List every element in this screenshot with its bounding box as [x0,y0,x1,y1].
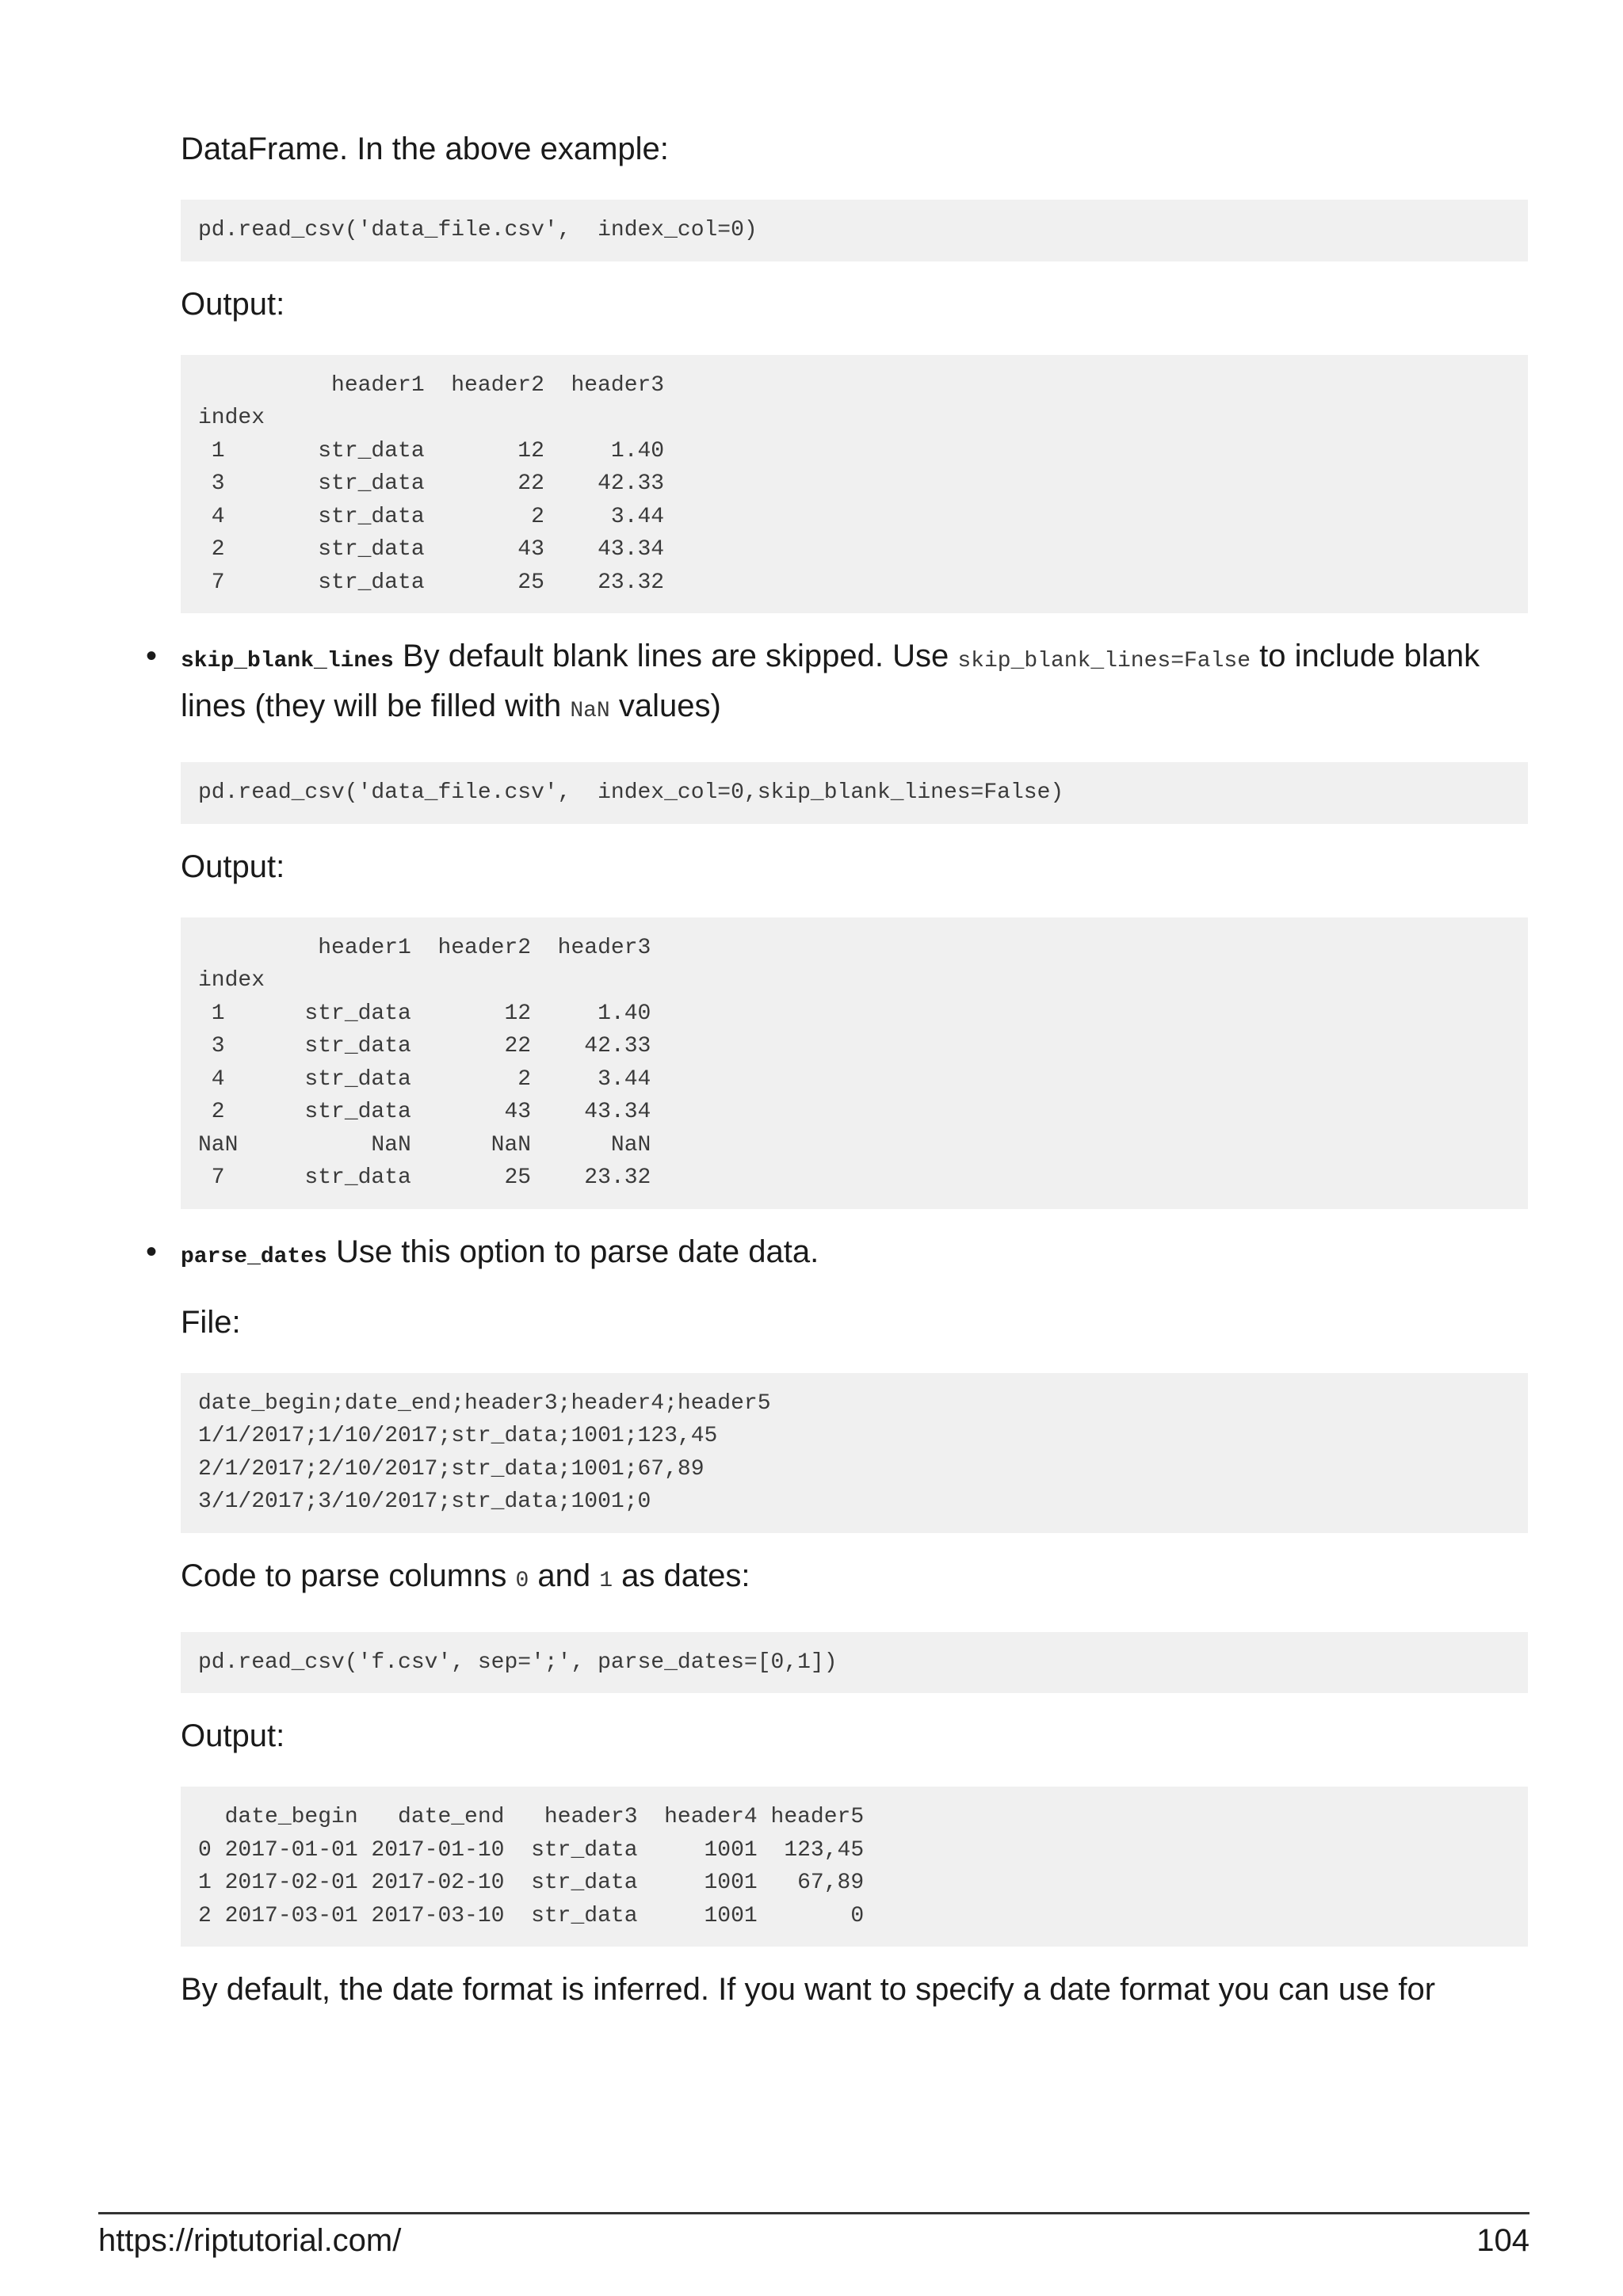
bullet-parse-dates [146,1230,1528,1280]
file-label: File: [181,1304,241,1340]
inline-code-skip-blank-lines-false: skip_blank_lines=False [957,649,1251,673]
page-content [146,127,1528,2012]
output-label: Output: [181,286,285,322]
output-label: Output: [181,1718,285,1753]
bullet-skip-blank-lines [146,634,1528,734]
bullet-text-parse-dates: Use this option to parse date data. [327,1234,819,1269]
output-block: header1 header2 header3 index 1 str_data 12 1.40 3 str_data 22 42.33 4 str_data 2 3.44 2 str_data 43 43.34 NaN NaN NaN NaN 7 str_data 25 23.32 [181,917,1528,1209]
parse-text-b: and [529,1558,600,1593]
inline-code-col-1: 1 [599,1568,613,1593]
output-label: Output: [181,849,285,884]
closing-text: By default, the date format is inferred. If you want to specify a date format you can use for [181,1972,1436,2007]
intro-text: DataFrame. In the above example: [181,132,669,166]
footer-divider [98,2212,1529,2214]
bullet-text-b: to include blank lines (they will be filled with [181,639,1480,723]
code-block-parse-dates: pd.read_csv('f.csv', sep=';', parse_dates=[0,1]) [181,1632,1528,1694]
inline-code-col-0: 0 [515,1568,529,1593]
inline-code-nan: NaN [570,699,610,723]
parse-columns-text [181,1554,1528,1604]
keyword-skip-blank-lines: skip_blank_lines [181,649,394,673]
footer-url[interactable]: https://riptutorial.com/ [98,2223,402,2258]
keyword-parse-dates: parse_dates [181,1244,327,1269]
bullet-icon: • [146,639,158,673]
parse-text-c: as dates: [613,1558,750,1593]
bullet-text-a: By default blank lines are skipped. Use [393,639,958,673]
code-block-skip-blank-lines: pd.read_csv('data_file.csv', index_col=0,skip_blank_lines=False) [181,762,1528,824]
parse-text-a: Code to parse columns [181,1558,516,1593]
bullet-text-c: values) [609,688,721,723]
bullet-text [181,634,1528,734]
bullet-icon: • [146,1234,158,1269]
bullet-text [181,1230,1528,1280]
output-block: header1 header2 header3 index 1 str_data 12 1.40 3 str_data 22 42.33 4 str_data 2 3.44 2 str_data 43 43.34 7 str_data 25 23.32 [181,355,1528,614]
code-block-read-csv: pd.read_csv('data_file.csv', index_col=0) [181,200,1528,261]
file-content-block: date_begin;date_end;header3;header4;header5 1/1/2017;1/10/2017;str_data;1001;123,45 2/1/2017;2/10/2017;str_data;1001;67,89 3/1/2017;3/10/2017;str_data;1001;0 [181,1373,1528,1533]
output-block: date_begin date_end header3 header4 header5 0 2017-01-01 2017-01-10 str_data 1001 123,45 1 2017-02-01 2017-02-10 str_data 1001 67,89 2 2017-03-01 2017-03-10 str_data 1001 0 [181,1787,1528,1947]
page-number: 104 [1476,2223,1529,2258]
